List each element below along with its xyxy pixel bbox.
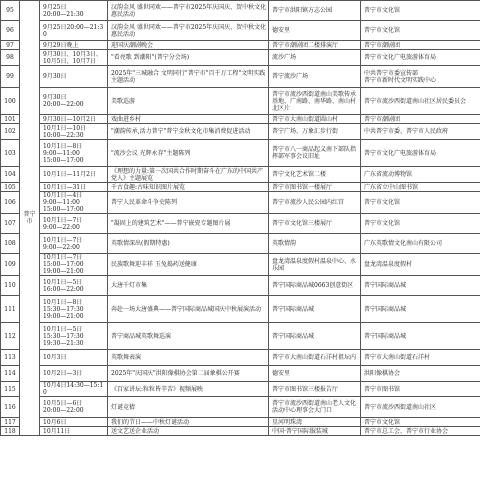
event-time: 10月1日—4日 9:00—11:00 15:00—17:00 xyxy=(40,192,108,214)
row-number: 99 xyxy=(1,66,20,88)
event-time: 9月30日、10月3日、10月5日、10月7日 xyxy=(40,50,108,66)
row-number: 102 xyxy=(1,124,20,140)
table-row xyxy=(1,427,480,436)
event-name: 千古食趣:古味知识图片展览 xyxy=(108,183,269,192)
event-time: 9月25日20:00—21:30 xyxy=(40,21,108,41)
event-time: 10月1日—8日 9:00—11:00 15:00—17:00 xyxy=(40,140,108,167)
event-time: 10月1日—7日 15:00—17:00 19:00—21:00 xyxy=(40,254,108,276)
table-row xyxy=(1,366,480,382)
event-time: 10月6日 xyxy=(40,418,108,427)
event-place: 星河明珠湾 xyxy=(269,418,361,427)
event-place: 普宁市大南山街道石洋村祖坛内 xyxy=(269,350,361,366)
event-name: 送文艺送企业活动 xyxy=(108,427,269,436)
event-place: 普宁市潮剧团二楼排演厅 xyxy=(269,41,361,50)
event-organizer: 普宁市流沙西街道南山社区居民委员会 xyxy=(361,88,480,115)
row-number: 116 xyxy=(1,397,20,418)
table-row xyxy=(1,276,480,296)
table-row xyxy=(1,66,480,88)
event-name: 民族歌舞迎丰祥 玉兔捣药送健康 xyxy=(108,254,269,276)
event-name: "潮韵传承,活力普宁"普宁金秋文化市集消费促进活动 xyxy=(108,124,269,140)
event-organizer: 普宁市文化馆 xyxy=(361,21,480,41)
table-row xyxy=(1,167,480,183)
table-row xyxy=(1,350,480,366)
event-organizer: 普宁市文化馆 xyxy=(361,418,480,427)
event-place: 普宁市洪阳镇方志公园 xyxy=(269,1,361,21)
row-number: 117 xyxy=(1,418,20,427)
event-name: 戏曲进乡村 xyxy=(108,115,269,124)
event-organizer: 洪阳像棋协会 xyxy=(361,366,480,382)
event-time: 10月1日—5日 15:30—17:30 19:30—21:30 xyxy=(40,323,108,350)
table-row xyxy=(1,41,480,50)
table-row xyxy=(1,88,480,115)
event-organizer: 普宁市文化馆 xyxy=(361,214,480,234)
table-row xyxy=(1,323,480,350)
event-organizer: 普宁市文化广电旅游体育局 xyxy=(361,140,480,167)
row-number: 101 xyxy=(1,115,20,124)
event-place: 普宁广场、万象汇步行街 xyxy=(269,124,361,140)
event-name: 大唐千灯市集 xyxy=(108,276,269,296)
event-organizer: 普宁市文化馆 xyxy=(361,1,480,21)
table-row xyxy=(1,234,480,254)
event-time: 10月1日—11月2日 xyxy=(40,167,108,183)
event-organizer: 普宁市图书馆 xyxy=(361,382,480,397)
event-organizer: 普宁市文化馆 xyxy=(361,192,480,214)
row-number: 118 xyxy=(1,427,20,436)
event-time: 10月11日 xyxy=(40,427,108,436)
event-time: 10月3日 xyxy=(40,350,108,366)
table-row xyxy=(1,418,480,427)
event-organizer: 广东英歌情文化南山有限公司 xyxy=(361,234,480,254)
table-row xyxy=(1,115,480,124)
table-row xyxy=(1,382,480,397)
event-time: 10月1日—10日 10:00—22:30 xyxy=(40,124,108,140)
event-place: 英歌情韵 xyxy=(269,234,361,254)
row-number: 100 xyxy=(1,88,20,115)
event-organizer: 普宁市潮剧团 xyxy=(361,41,480,50)
event-organizer: 普宁市大南山街道石洋村 xyxy=(361,350,480,366)
event-place: 普宁市图书馆三楼报告厅 xyxy=(269,382,361,397)
event-name: "流沙会议 光辉永存"主题陈列 xyxy=(108,140,269,167)
row-number: 105 xyxy=(1,183,20,192)
row-number: 104 xyxy=(1,167,20,183)
event-time: 10月1日—5日 16:00—22:00 xyxy=(40,276,108,296)
event-place: 普宁流沙广场 xyxy=(269,66,361,88)
event-organizer: 普宁国际商品城 xyxy=(361,296,480,323)
row-number: 98 xyxy=(1,50,20,66)
event-name: 2025年"三城融合 文明同行"普宁市"百千万工程"文明实践主题活动 xyxy=(108,66,269,88)
event-place: 盘龙湾温泉度假村温泉中心、水乐园 xyxy=(269,254,361,276)
event-time: 10月2日—3日 xyxy=(40,366,108,382)
event-time: 10月1日—7日 9:00—22:00 xyxy=(40,214,108,234)
table-row xyxy=(1,296,480,323)
event-time: 10月4日14:30—15:10 xyxy=(40,382,108,397)
table-row xyxy=(1,124,480,140)
event-place: 中国·普宁国际服装城 xyxy=(269,427,361,436)
event-place: 普宁市文化馆三楼展厅 xyxy=(269,214,361,234)
table-row xyxy=(1,192,480,214)
event-place: 德安里 xyxy=(269,21,361,41)
row-number: 96 xyxy=(1,21,20,41)
event-name: 普宁商品城英歌舞巡演 xyxy=(108,323,269,350)
city-cell: 普宁市 xyxy=(20,1,40,436)
event-organizer: 中共普宁市委宣传部 普宁市新时代文明实践中心 xyxy=(361,66,480,88)
event-name: 灯谜竞猜 xyxy=(108,397,269,418)
event-organizer: 普宁国际商品城 xyxy=(361,276,480,296)
row-number: 115 xyxy=(1,382,20,397)
event-time: 9月29日晚上 xyxy=(40,41,108,50)
event-name: 迎国庆潮剧晚会 xyxy=(108,41,269,50)
table-row xyxy=(1,214,480,234)
table-row xyxy=(1,397,480,418)
table-row xyxy=(1,183,480,192)
event-place: 普宁文化艺术馆二楼 xyxy=(269,167,361,183)
event-name: 《理想的力量:第一次国共合作时期奋斗在广东的中国共产党人》主题展览 xyxy=(108,167,269,183)
table-row xyxy=(1,21,480,41)
event-place: 流沙广场 xyxy=(269,50,361,66)
event-time: 9月30日—10月2日 xyxy=(40,115,108,124)
row-number: 95 xyxy=(1,1,20,21)
row-number: 107 xyxy=(1,214,20,234)
event-organizer: 普宁市流沙西街道南山社区 xyxy=(361,397,480,418)
event-place: 普宁国际商品城 xyxy=(269,323,361,350)
event-place: 普宁市流沙西街道南山老人文化活动中心理事会大门口 xyxy=(269,397,361,418)
event-name: 汉韵金风 盛世同欢——普宁市2025年庆国庆、贺中秋文化惠民活动 xyxy=(108,1,269,21)
row-number: 114 xyxy=(1,366,20,382)
event-name: 汉韵金风 盛世同欢——普宁市2025年庆国庆、贺中秋文化惠民活动 xyxy=(108,21,269,41)
event-time: 9月30日 xyxy=(40,66,108,88)
event-name: 奔赴一场大唐盛典——普宁国际商品城国庆中秋展演活动 xyxy=(108,296,269,323)
row-number: 108 xyxy=(1,234,20,254)
event-place: 德安里 xyxy=(269,366,361,382)
event-time: 10月1日—7日 9:00—22:00 xyxy=(40,234,108,254)
event-organizer: 普宁国际商品城 xyxy=(361,323,480,350)
event-name: 英歌情深出(假期特惠) xyxy=(108,234,269,254)
event-name: "看亮歌 到潮阳"(普宁分会场) xyxy=(108,50,269,66)
row-number: 111 xyxy=(1,296,20,323)
event-place: 普宁市流沙西街道南山美歌传承基地、广南路、南华路、南山村北区片 xyxy=(269,88,361,115)
row-number: 113 xyxy=(1,350,20,366)
event-time: 10月5日—6日 20:00—22:00 xyxy=(40,397,108,418)
event-organizer: 广东省立中山图书馆 xyxy=(361,183,480,192)
event-name: "凝固上的建筑艺术"——普宁嵌瓷专题图片展 xyxy=(108,214,269,234)
table-row xyxy=(1,140,480,167)
event-time: 10月1日—8日 15:30—17:30 19:00—21:00 xyxy=(40,296,108,323)
row-number: 112 xyxy=(1,323,20,350)
event-name: 英歌舞表演 xyxy=(108,350,269,366)
event-name: 2025年"庆国庆"洪阳像棋协会第二届象棋公开赛 xyxy=(108,366,269,382)
event-organizer: 盘龙湾温泉度假村 xyxy=(361,254,480,276)
event-time: 10月1日—31日 xyxy=(40,183,108,192)
events-table-body xyxy=(1,1,480,436)
row-number: 110 xyxy=(1,276,20,296)
event-organizer: 普宁市文化广电旅游体育局 xyxy=(361,50,480,66)
event-time: 9月25日 20:00—21:30 xyxy=(40,1,108,21)
event-place: 普宁国际商品城0663创意街区 xyxy=(269,276,361,296)
table-row xyxy=(1,50,480,66)
event-organizer: 普宁市潮剧团 xyxy=(361,115,480,124)
row-number: 106 xyxy=(1,192,20,214)
event-time: 9月30日 20:00—22:00 xyxy=(40,88,108,115)
table-row xyxy=(1,254,480,276)
event-place: 普宁市大南山街道圆山村 xyxy=(269,115,361,124)
event-place: 普宁市图书馆一楼展厅 xyxy=(269,183,361,192)
event-organizer: 广东省流动博物馆 xyxy=(361,167,480,183)
event-organizer: 普宁市总工会、普宁市行业协会 xyxy=(361,427,480,436)
row-number: 109 xyxy=(1,254,20,276)
event-name: 美歌巡游 xyxy=(108,88,269,115)
event-place: 普宁国际商品城 xyxy=(269,296,361,323)
event-organizer: 中共普宁市委、普宁市人民政府 xyxy=(361,124,480,140)
event-name: 普宁人民革命斗争史陈列 xyxy=(108,192,269,214)
event-name: 我们的节日——中秋灯谜活动 xyxy=(108,418,269,427)
event-name: 《百家讲坛:粒粒皆辛苦》视频展映 xyxy=(108,382,269,397)
table-row xyxy=(1,1,480,21)
row-number: 97 xyxy=(1,41,20,50)
event-place: 普宁市流沙人民公园内红宫 xyxy=(269,192,361,214)
event-place: 普宁市八一商品起义南下部队指挥部军事会议旧址 xyxy=(269,140,361,167)
row-number: 103 xyxy=(1,140,20,167)
